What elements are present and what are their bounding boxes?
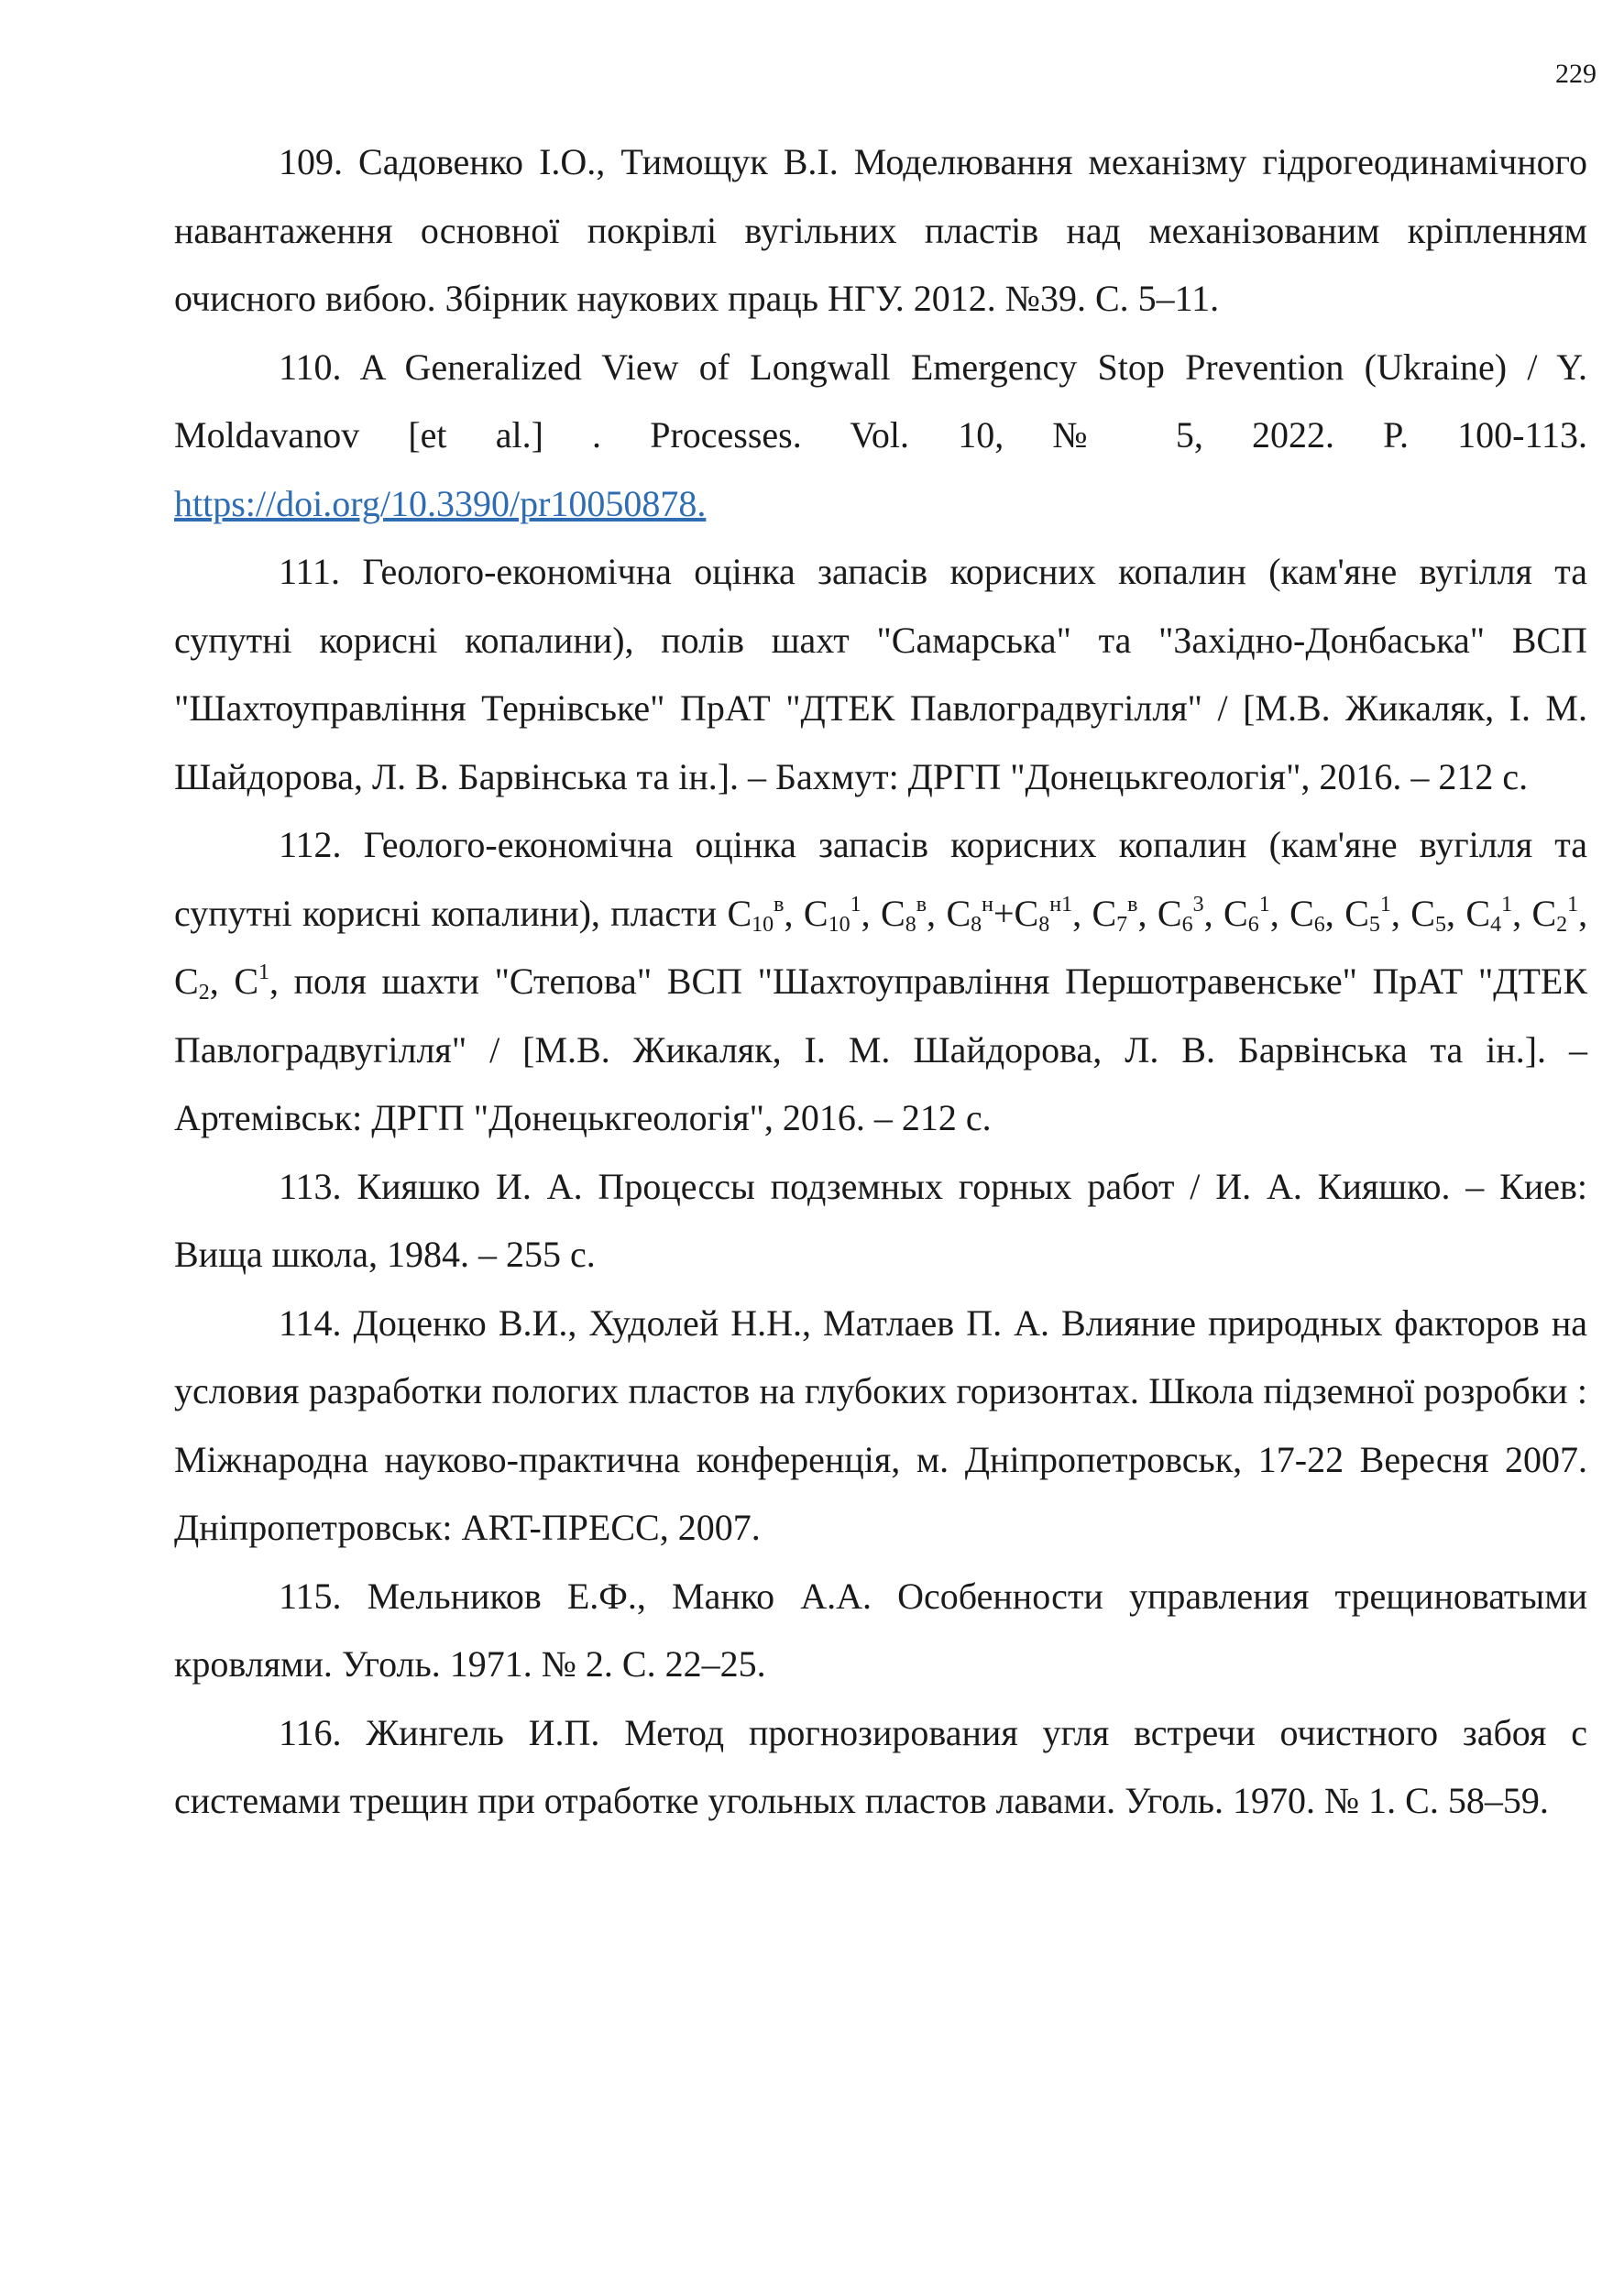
reference-text-start: Геолого-економічна оцінка запасів корисних копалин (кам'яне вугілля та супутні корисні копалини), пласти bbox=[174, 824, 1588, 934]
seam-subscript: 2 bbox=[1556, 912, 1568, 937]
coal-seam-designation: $C_8^в$ bbox=[881, 892, 927, 937]
seam-superscript: н1 bbox=[1049, 892, 1073, 917]
coal-seam-designation: $C_2$ bbox=[174, 961, 210, 1005]
reference-number: 112. bbox=[279, 824, 342, 865]
reference-113 bbox=[174, 1153, 1587, 1290]
coal-seam-designation: $C_5$ bbox=[1410, 892, 1446, 937]
reference-number: 109. bbox=[279, 141, 343, 182]
reference-text: Доценко В.И., Худолей Н.Н., Матлаев П. А. Влияние природных факторов на условия разработки пологих пластов на глубоких горизонтах. Школа підземної розробки : Міжнародна науково-практична конференція, м. Дніпропетровськ, 17-22 Вересня 2007. Дніпропетровськ: ART-ПРЕСС, 2007. bbox=[174, 1301, 1588, 1548]
reference-109 bbox=[174, 128, 1587, 334]
seam-subscript: 10 bbox=[828, 912, 850, 937]
seam-subscript: 5 bbox=[1368, 912, 1380, 937]
reference-110 bbox=[174, 334, 1587, 539]
seam-superscript: 3 bbox=[1192, 892, 1204, 917]
reference-115 bbox=[174, 1563, 1587, 1699]
reference-number: 114. bbox=[279, 1301, 342, 1344]
seam-subscript: 6 bbox=[1247, 912, 1259, 937]
coal-seam-list: $C_{10}^в$, $C_{10}^1$, $C_8^в$, $C_8^н+C_8^{н1}$, $C_7^в$, $C_6^3$, $C_6^1$, $C_6$, $C_5^1$, $C_5$, $C_4^1$, $C_2^1$, $C_2$, $C^1$ bbox=[174, 892, 1588, 1005]
seam-subscript: 2 bbox=[198, 981, 210, 1005]
seam-subscript: 8 bbox=[971, 912, 982, 937]
coal-seam-designation: $C_{10}^в$ bbox=[727, 892, 785, 937]
seam-subscript: 7 bbox=[1116, 912, 1128, 937]
seam-subscript: 8 bbox=[905, 912, 916, 937]
seam-superscript: 1 bbox=[1379, 892, 1391, 917]
reference-111 bbox=[174, 538, 1587, 811]
reference-number: 110. bbox=[279, 346, 342, 388]
coal-seam-designation: $C^1$ bbox=[234, 961, 270, 1002]
seam-subscript: 6 bbox=[1181, 912, 1193, 937]
seam-superscript: в bbox=[1127, 892, 1138, 917]
reference-number: 111. bbox=[279, 551, 341, 592]
seam-superscript: 1 bbox=[258, 961, 270, 984]
reference-text-end: , поля шахти "Степова" ВСП "Шахтоуправління Першотравенське" ПрАТ "ДТЕК Павлоградвугілля" / [М.В. Жикаляк, І. М. Шайдорова, Л. В. Барвінська та ін.]. – Артемівськ: ДРГП "Донецькгеологія", 2016. – 212 с. bbox=[174, 961, 1588, 1138]
coal-seam-designation: $C_5^1$ bbox=[1344, 892, 1391, 937]
reference-text: Кияшко И. А. Процессы подземных горных работ / И. А. Кияшко. – Киев: Вища школа, 1984. – 255 с. bbox=[174, 1165, 1588, 1275]
reference-114 bbox=[174, 1290, 1587, 1563]
coal-seam-designation: $C_4^1$ bbox=[1465, 892, 1513, 937]
seam-superscript: 1 bbox=[1258, 892, 1270, 917]
coal-seam-designation: $C_6^3$ bbox=[1157, 892, 1204, 937]
seam-subscript: 8 bbox=[1038, 912, 1050, 937]
reference-116 bbox=[174, 1699, 1587, 1836]
reference-text: Жингель И.П. Метод прогнозирования угля встречи очистного забоя с системами трещин при отработке угольных пластов лавами. Уголь. 1970. № 1. С. 58–59. bbox=[174, 1711, 1587, 1821]
seam-subscript: 10 bbox=[752, 912, 774, 937]
seam-superscript: 1 bbox=[1567, 892, 1579, 917]
seam-superscript: н bbox=[982, 892, 993, 917]
doi-link[interactable]: https://doi.org/10.3390/pr10050878. bbox=[174, 482, 707, 524]
seam-superscript: в bbox=[916, 892, 927, 917]
coal-seam-designation: $C_8^{н1}$ bbox=[1014, 892, 1073, 937]
seam-superscript: в bbox=[774, 892, 785, 917]
reference-text: Садовенко І.О., Тимощук В.І. Моделювання механізму гідрогеодинамічного навантаження основної покрівлі вугільних пластів над механізованим кріпленням очисного вибою. Збірник наукових праць НГУ. 2012. №39. С. 5–11. bbox=[174, 141, 1588, 319]
reference-number: 113. bbox=[279, 1165, 342, 1207]
reference-number: 116. bbox=[279, 1711, 342, 1753]
reference-text: A Generalized View of Longwall Emergency Stop Prevention (Ukraine) / Y. Moldavanov [et al.] . Processes. Vol. 10, № 5, 2022. P. 100-113. bbox=[174, 346, 1587, 456]
coal-seam-designation: $C_2^1$ bbox=[1531, 892, 1579, 937]
coal-seam-designation: $C_6^1$ bbox=[1223, 892, 1270, 937]
seam-subscript: 5 bbox=[1434, 912, 1446, 937]
reference-112 bbox=[174, 811, 1587, 1153]
coal-seam-designation: $C_{10}^1$ bbox=[803, 892, 861, 937]
seam-superscript: 1 bbox=[850, 892, 861, 917]
page-number: 229 bbox=[1555, 59, 1597, 89]
reference-number: 115. bbox=[279, 1575, 342, 1617]
reference-text: Геолого-економічна оцінка запасів корисних копалин (кам'яне вугілля та супутні корисні копалини), полів шахт "Самарська" та "Західно-Донбаська" ВСП "Шахтоуправління Тернівське" ПрАТ "ДТЕК Павлоградвугілля" / [М.В. Жикаляк, І. М. Шайдорова, Л. В. Барвінська та ін.]. – Бахмут: ДРГП "Донецькгеологія", 2016. – 212 с. bbox=[174, 551, 1588, 797]
coal-seam-designation: $C_6$ bbox=[1289, 892, 1325, 937]
coal-seam-designation: $C_7^в$ bbox=[1092, 892, 1138, 937]
coal-seam-designation: $C_8^н$ bbox=[946, 892, 993, 937]
seam-subscript: 6 bbox=[1313, 912, 1325, 937]
reference-list bbox=[174, 128, 1587, 1836]
seam-subscript: 4 bbox=[1490, 912, 1502, 937]
seam-superscript: 1 bbox=[1501, 892, 1513, 917]
reference-text: Мельников Е.Ф., Манко А.А. Особенности управления трещиноватыми кровлями. Уголь. 1971. № 2. С. 22–25. bbox=[174, 1575, 1588, 1685]
